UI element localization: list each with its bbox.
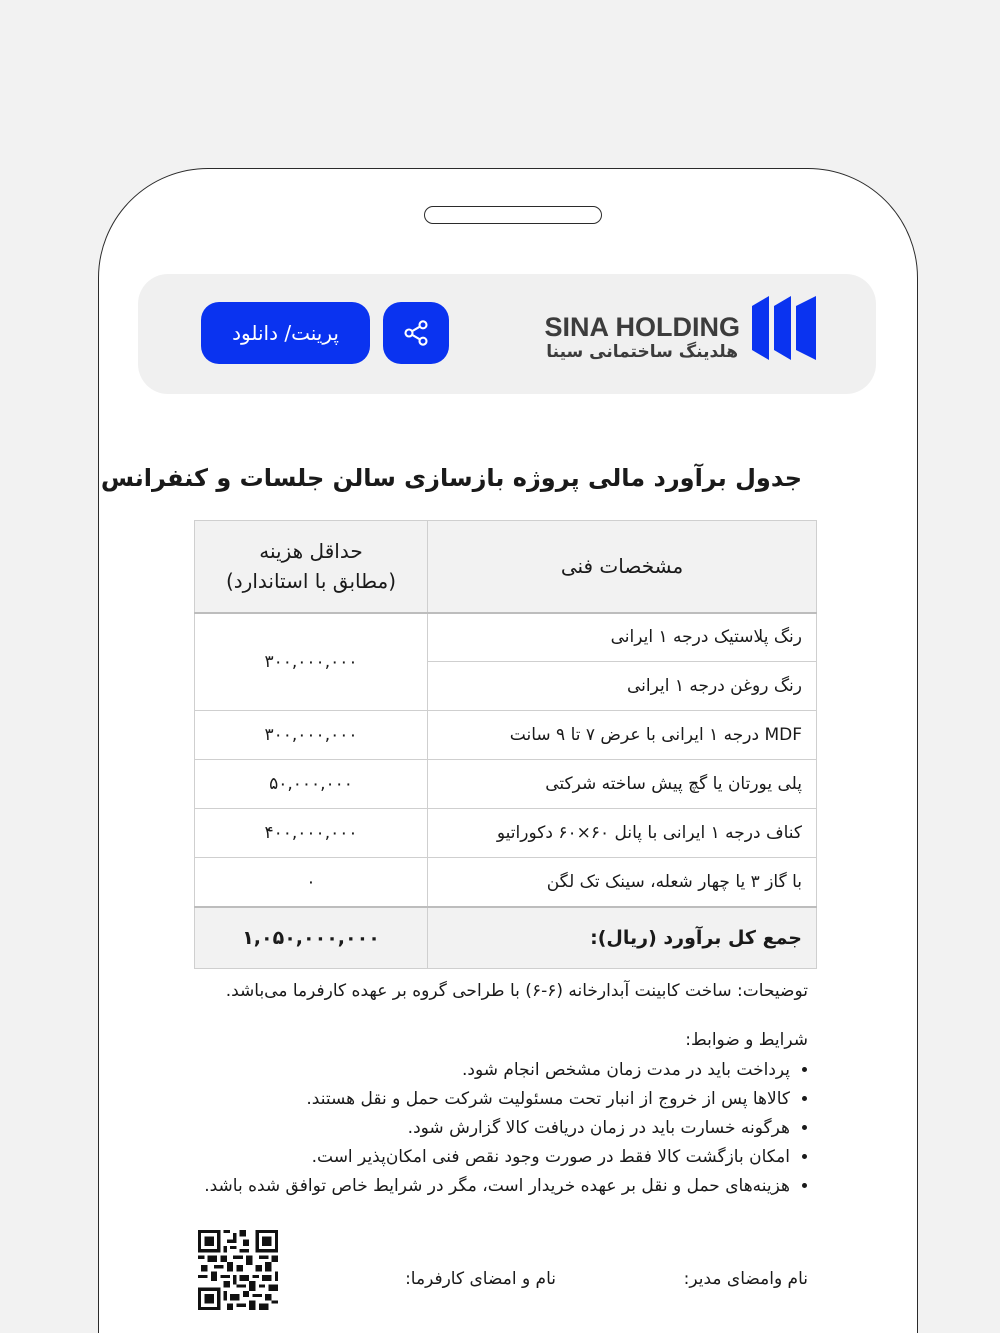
print-download-button[interactable] bbox=[201, 302, 370, 364]
header-spec: مشخصات فنی bbox=[428, 521, 817, 613]
row-cost: ۰ bbox=[195, 858, 428, 907]
row-cost: ۳۰۰,۰۰۰,۰۰۰ bbox=[195, 711, 428, 760]
table-row bbox=[195, 809, 817, 858]
row-spec: رنگ پلاستیک درجه ۱ ایرانی bbox=[428, 613, 817, 662]
share-button[interactable] bbox=[383, 302, 449, 364]
table-row bbox=[195, 613, 817, 662]
table-row bbox=[195, 711, 817, 760]
row-spec: پلی یورتان یا گچ پیش ساخته شرکتی bbox=[428, 760, 817, 809]
row-spec: رنگ روغن درجه ۱ ایرانی bbox=[428, 662, 817, 711]
row-spec: MDF درجه ۱ ایرانی با عرض ۷ تا ۹ سانت bbox=[428, 711, 817, 760]
manager-signature-label: نام وامضای مدیر: bbox=[683, 1269, 808, 1289]
terms-list bbox=[180, 1056, 812, 1201]
total-row bbox=[195, 907, 817, 969]
phone-notch bbox=[424, 206, 602, 224]
list-item: • هرگونه خسارت باید در زمان دریافت کالا گزارش شود. bbox=[180, 1114, 790, 1143]
list-item: • هزینه‌های حمل و نقل بر عهده خریدار است، مگر در شرایط خاص توافق شده باشد. bbox=[180, 1172, 790, 1201]
header-cost-line2: (مطابق با استاندارد) bbox=[225, 569, 397, 594]
print-download-label: پرینت/ دانلود bbox=[232, 321, 339, 345]
row-spec: کناف درجه ۱ ایرانی با پانل ۶۰×۶۰ دکوراتیو bbox=[428, 809, 817, 858]
header-cost bbox=[195, 521, 428, 613]
brand-name-en: SINA HOLDING bbox=[544, 312, 740, 342]
list-item: • امکان بازگشت کالا فقط در صورت وجود نقص فنی امکان‌پذیر است. bbox=[180, 1143, 790, 1172]
description-note: توضیحات: ساخت کابینت آبدارخانه (۶-۶) با طراحی گروه بر عهده کارفرما می‌باشد. bbox=[225, 981, 808, 1001]
row-cost: ۴۰۰,۰۰۰,۰۰۰ bbox=[195, 809, 428, 858]
estimate-table bbox=[194, 520, 817, 969]
terms-title: شرایط و ضوابط: bbox=[685, 1030, 808, 1050]
sina-logo-icon bbox=[752, 296, 818, 362]
table-row bbox=[195, 760, 817, 809]
share-icon bbox=[402, 319, 430, 347]
row-spec: با گاز ۳ یا چهار شعله، سینک تک لگن bbox=[428, 858, 817, 907]
total-value: ۱,۰۵۰,۰۰۰,۰۰۰ bbox=[195, 907, 428, 969]
total-label: جمع کل برآورد (ریال): bbox=[428, 907, 817, 969]
brand-name-fa: هلدینگ ساختمانی سینا bbox=[546, 342, 738, 362]
table-row bbox=[195, 858, 817, 907]
qr-code-icon bbox=[198, 1230, 278, 1310]
header-cost-line1: حداقل هزینه bbox=[259, 539, 363, 564]
document-title: جدول برآورد مالی پروژه بازسازی سالن جلسات و کنفرانس bbox=[100, 464, 802, 492]
list-item: • کالاها پس از خروج از انبار تحت مسئولیت شرکت حمل و نقل هستند. bbox=[180, 1085, 790, 1114]
row-cost: ۵۰,۰۰۰,۰۰۰ bbox=[195, 760, 428, 809]
list-item: • پرداخت باید در مدت زمان مشخص انجام شود. bbox=[180, 1056, 790, 1085]
table-header-row bbox=[195, 521, 817, 613]
row-cost: ۳۰۰,۰۰۰,۰۰۰ bbox=[195, 613, 428, 711]
client-signature-label: نام و امضای کارفرما: bbox=[405, 1269, 556, 1289]
